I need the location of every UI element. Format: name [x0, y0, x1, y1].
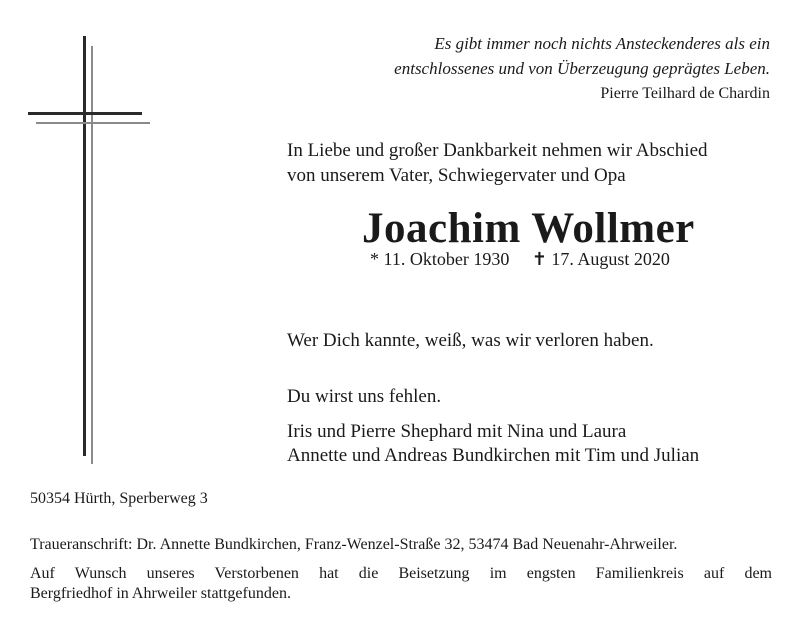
burial-note-line-2: Bergfriedhof in Ahrweiler stattgefunden.: [30, 585, 291, 602]
intro-line-1: In Liebe und großer Dankbarkeit nehmen wir Abschied: [287, 140, 708, 161]
memorial-saying: Wer Dich kannte, weiß, was wir verloren haben.: [287, 330, 654, 351]
quote: [394, 31, 770, 81]
home-address: 50354 Hürth, Sperberweg 3: [30, 490, 208, 507]
intro-text: [287, 138, 708, 188]
burial-note-line-1: Auf Wunsch unseres Verstorbenen hat die Beisetzung im engsten Familienkreis auf dem: [30, 565, 772, 582]
family-line-2: Annette und Andreas Bundkirchen mit Tim und Julian: [287, 445, 700, 466]
quote-author: Pierre Teilhard de Chardin: [600, 85, 770, 102]
cross-horizontal-bar: [28, 112, 142, 115]
deceased-name: Joachim Wollmer: [362, 205, 695, 252]
cross-vertical-shadow: [91, 46, 93, 464]
life-dates: [370, 248, 670, 270]
quote-line-1: Es gibt immer noch nichts Ansteckenderes als ein: [434, 34, 770, 53]
cross-vertical-bar: [83, 36, 86, 456]
cross-horizontal-shadow: [36, 122, 150, 124]
mourning-address: Traueranschrift: Dr. Annette Bundkirchen, Franz-Wenzel-Straße 32, 53474 Bad Neuenahr-Ahrweiler.: [30, 536, 678, 553]
quote-line-2: entschlossenes und von Überzeugung geprägtes Leben.: [394, 59, 770, 78]
birth-date: * 11. Oktober 1930: [370, 249, 510, 269]
missing-line: Du wirst uns fehlen.: [287, 386, 442, 407]
death-date: ✝ 17. August 2020: [531, 249, 670, 269]
family-line-1: Iris und Pierre Shephard mit Nina und Laura: [287, 421, 627, 442]
intro-line-2: von unserem Vater, Schwiegervater und Opa: [287, 165, 626, 186]
